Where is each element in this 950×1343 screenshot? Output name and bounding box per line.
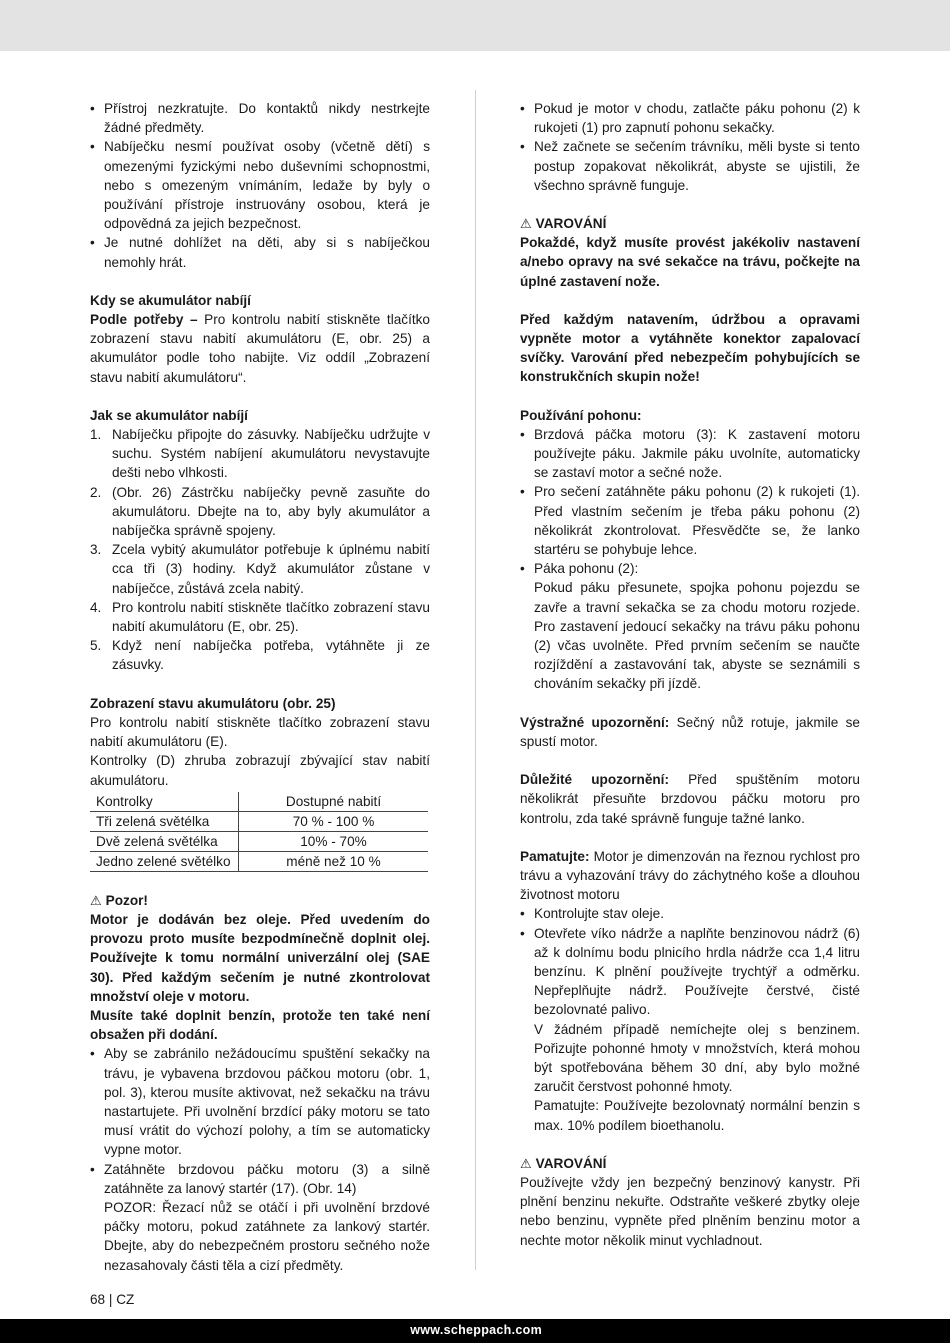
body-text: Pro kontrolu nabití stiskněte tlačítko zobrazení stavu nabití akumulátoru (E, obr. 25) a akumulátor podle toho nabijte. Viz oddíl „Zobrazení stavu nabití akumulátoru“. bbox=[90, 312, 430, 385]
page-number: 68 | CZ bbox=[90, 1292, 135, 1307]
list-item: 3. Zcela vybitý akumulátor potřebuje k úplnému nabití cca tři (3) hodiny. Když akumulátor zůstane v nabíječce, zůstává zcela nabitý. bbox=[90, 542, 430, 596]
section-heading-when-charge: Kdy se akumulátor nabíjí bbox=[90, 292, 251, 308]
list-item: 1. Nabíječku připojte do zásuvky. Nabíječku udržujte v suchu. Systém nabíjení akumulátoru nevystavujte dešti nebo vlhkosti. bbox=[90, 427, 430, 481]
list-item: 5. Když není nabíječka potřeba, vytáhněte ji ze zásuvky. bbox=[90, 638, 430, 673]
footer-bar bbox=[0, 1319, 950, 1343]
list-item: • Než začnete se sečením trávníku, měli byste si tento postup zopakovat několikrát, abyste se ujistili, že všechno správně funguje. bbox=[520, 137, 860, 195]
website-link[interactable]: www.scheppach.com bbox=[410, 1323, 542, 1337]
table-cell: méně než 10 % bbox=[286, 853, 381, 869]
important-paragraph: Důležité upozornění: Před spuštěním motoru několikrát přesuňte brzdovou páčku motoru pro kontrolu, zda také správně funguje tažné lanko. bbox=[520, 772, 860, 826]
charging-steps-list bbox=[90, 425, 430, 675]
column-divider bbox=[475, 90, 476, 1270]
list-item: • Zatáhněte brzdovou páčku motoru (3) a silně zatáhněte za lanový startér (17). (Obr. 14) POZOR: Řezací nůž se otáčí i při uvolnění brzdové páčky motoru, pokud zatáhnete za lankový startér. Dbejte, aby do nebezpečném prostoru sečného nože nezasahovaly části těla a cizí předměty. bbox=[90, 1160, 430, 1275]
list-item: • Kontrolujte stav oleje. bbox=[520, 904, 860, 923]
section-heading-display: Zobrazení stavu akumulátoru (obr. 25) bbox=[90, 695, 336, 711]
lead-text: Podle potřeby – bbox=[90, 312, 198, 328]
section-heading-how-charge: Jak se akumulátor nabíjí bbox=[90, 407, 248, 423]
list-item: • Pro sečení zatáhněte páku pohonu (2) k rukojeti (1). Před vlastním sečením je třeba páku pohonu (2) několikrát zkontrolovat. Přesvědčte se, že lanko startéru se pohybuje lehce. bbox=[520, 482, 860, 559]
table-header-cell: Kontrolky bbox=[90, 792, 239, 812]
list-item: • Aby se zabránilo nežádoucímu spuštění sekačky na trávu, je vybavena brzdovou páčkou motoru (obr. 1, pol. 3), kterou musíte aktivovat, než sekačku na trávu nastartujete. Při uvolnění brzdící páky motoru se tato musí vrátit do výchozí polohy, a tím se automaticky vypne motor. bbox=[90, 1044, 430, 1159]
display-paragraph: Pro kontrolu nabití stiskněte tlačítko zobrazení stavu nabití akumulátoru (E). bbox=[90, 714, 430, 750]
section-heading-drive: Používání pohonu: bbox=[520, 407, 642, 423]
header-band bbox=[0, 0, 950, 51]
table-cell: 70 % - 100 % bbox=[292, 813, 375, 829]
drive-bullet-list bbox=[520, 425, 860, 694]
caution-bold-text: Musíte také doplnit benzín, protože ten také není obsažen při dodání. bbox=[90, 1007, 430, 1043]
list-item: • Přístroj nezkratujte. Do kontaktů nikdy nestrkejte žádné předměty. bbox=[90, 99, 430, 137]
remember-paragraph: Pamatujte: Motor je dimenzován na řeznou rychlost pro trávu a vyhazování trávy do záchytného koše a dlouhou životnost motoru bbox=[520, 848, 860, 903]
warning-heading: ⚠ VAROVÁNÍ bbox=[520, 214, 860, 233]
safety-bullet-list bbox=[90, 99, 430, 272]
fuel-bullet-list bbox=[520, 904, 860, 1134]
table-header-row bbox=[90, 792, 428, 812]
table-cell: Dvě zelená světélka bbox=[90, 831, 239, 851]
list-item: 2. (Obr. 26) Zástrčku nabíječky pevně zasuňte do akumulátoru. Dbejte na to, aby byly akumulátor a nabíječka správně spojeny. bbox=[90, 484, 430, 539]
list-item: 4. Pro kontrolu nabití stiskněte tlačítko zobrazení stavu nabití akumulátoru (E, obr. 25). bbox=[90, 599, 430, 635]
table-header-cell: Dostupné nabití bbox=[285, 793, 382, 809]
list-item: • Páka pohonu (2): Pokud páku přesunete, spojka pohonu pojezdu se zavře a travní sekačka se za chodu motoru rozjede. Pro zastavení jedoucí sekačky na trávu páku pohonu (2) včas uvolněte. Před prvním sečením se naučte rozjíždění a zastavování tak, abyste se seznámili s chováním sekačky při jízdě. bbox=[520, 559, 860, 693]
notice-paragraph: Výstražné upozornění: Sečný nůž rotuje, jakmile se spustí motor. bbox=[520, 714, 860, 749]
warning-bold-text: Před každým natavením, údržbou a opravami vypněte motor a vytáhněte konektor zapalovací svíčky. Varování před nebezpečím pohybujících se konstrukčních skupin nože! bbox=[520, 311, 860, 385]
list-item: • Nabíječku nesmí používat osoby (včetně dětí) s omezenými fyzickými nebo duševními schopnostmi, nebo s omezeným vnímáním, ledaže by byly o používání přístroje instruovány osobou, která je odpovědná za jejich bezpečnost. bbox=[90, 137, 430, 233]
warning-bold-text: Pokaždé, když musíte provést jakékoliv nastavení a/nebo opravy na své sekačce na trávu, počkejte na úplné zastavení nože. bbox=[520, 235, 860, 289]
left-column bbox=[90, 99, 430, 1275]
caution-bold-text: Motor je dodáván bez oleje. Před uvedením do provozu proto musíte bezpodmínečně doplnit olej. Používejte k tomu normální univerzální olej (SAE 30). Před každým sečením je nutné zkontrolovat množství oleje v motoru. bbox=[90, 911, 430, 1004]
table-row bbox=[90, 851, 428, 871]
warning-triangle-icon: ⚠ bbox=[90, 892, 102, 908]
warning-triangle-icon: ⚠ bbox=[520, 216, 532, 232]
battery-status-table bbox=[90, 792, 428, 872]
table-cell: Jedno zelené světélko bbox=[90, 851, 239, 871]
warning-text: Používejte vždy jen bezpečný benzinový kanystr. Při plnění benzinu nekuřte. Odstraňte veškeré zbytky oleje nebo benzinu, vypněte před plněním benzinu motor a nechte motor několik minut vychladnout. bbox=[520, 1174, 860, 1248]
drive-start-bullet-list bbox=[520, 99, 860, 195]
list-item: • Pokud je motor v chodu, zatlačte páku pohonu (2) k rukojeti (1) pro zapnutí pohonu sekačky. bbox=[520, 99, 860, 137]
list-item: • Brzdová páčka motoru (3): K zastavení motoru používejte páku. Jakmile páku uvolníte, automaticky se zastaví motor a sečné nože. bbox=[520, 425, 860, 483]
list-item: • Otevřete víko nádrže a naplňte benzinovou nádrž (6) až k dolnímu bodu plnicího hrdla nádrže cca 1,4 litru benzínu. K plnění používejte trychtýř a odměrku. Nepřeplňujte nádrž. Používejte čerstvé, čisté bezolovnaté palivo. V žádném případě nemíchejte olej s benzinem. Pořizujte pohonné hmoty v množstvích, která mohou být spotřebována během 30 dní, aby bylo možné zaručit čerstvost pohonné hmoty. Pamatujte: Používejte bezolovnatý normální benzin s max. 10% podílem bioethanolu. bbox=[520, 924, 860, 1135]
display-paragraph: Kontrolky (D) zhruba zobrazují zbývající stav nabití akumulátoru. bbox=[90, 753, 430, 788]
table-row bbox=[90, 831, 428, 851]
table-cell: 10% - 70% bbox=[300, 833, 367, 849]
warning-heading: ⚠ VAROVÁNÍ bbox=[520, 1154, 860, 1173]
warning-triangle-icon: ⚠ bbox=[520, 1155, 532, 1171]
table-cell: Tři zelená světélka bbox=[90, 811, 239, 831]
when-charge-paragraph bbox=[90, 310, 430, 387]
caution-bullet-list bbox=[90, 1044, 430, 1274]
list-item: • Je nutné dohlížet na děti, aby si s nabíječkou nemohly hrát. bbox=[90, 233, 430, 271]
caution-heading: ⚠ Pozor! bbox=[90, 891, 430, 910]
right-column bbox=[520, 99, 860, 1250]
table-row bbox=[90, 811, 428, 831]
